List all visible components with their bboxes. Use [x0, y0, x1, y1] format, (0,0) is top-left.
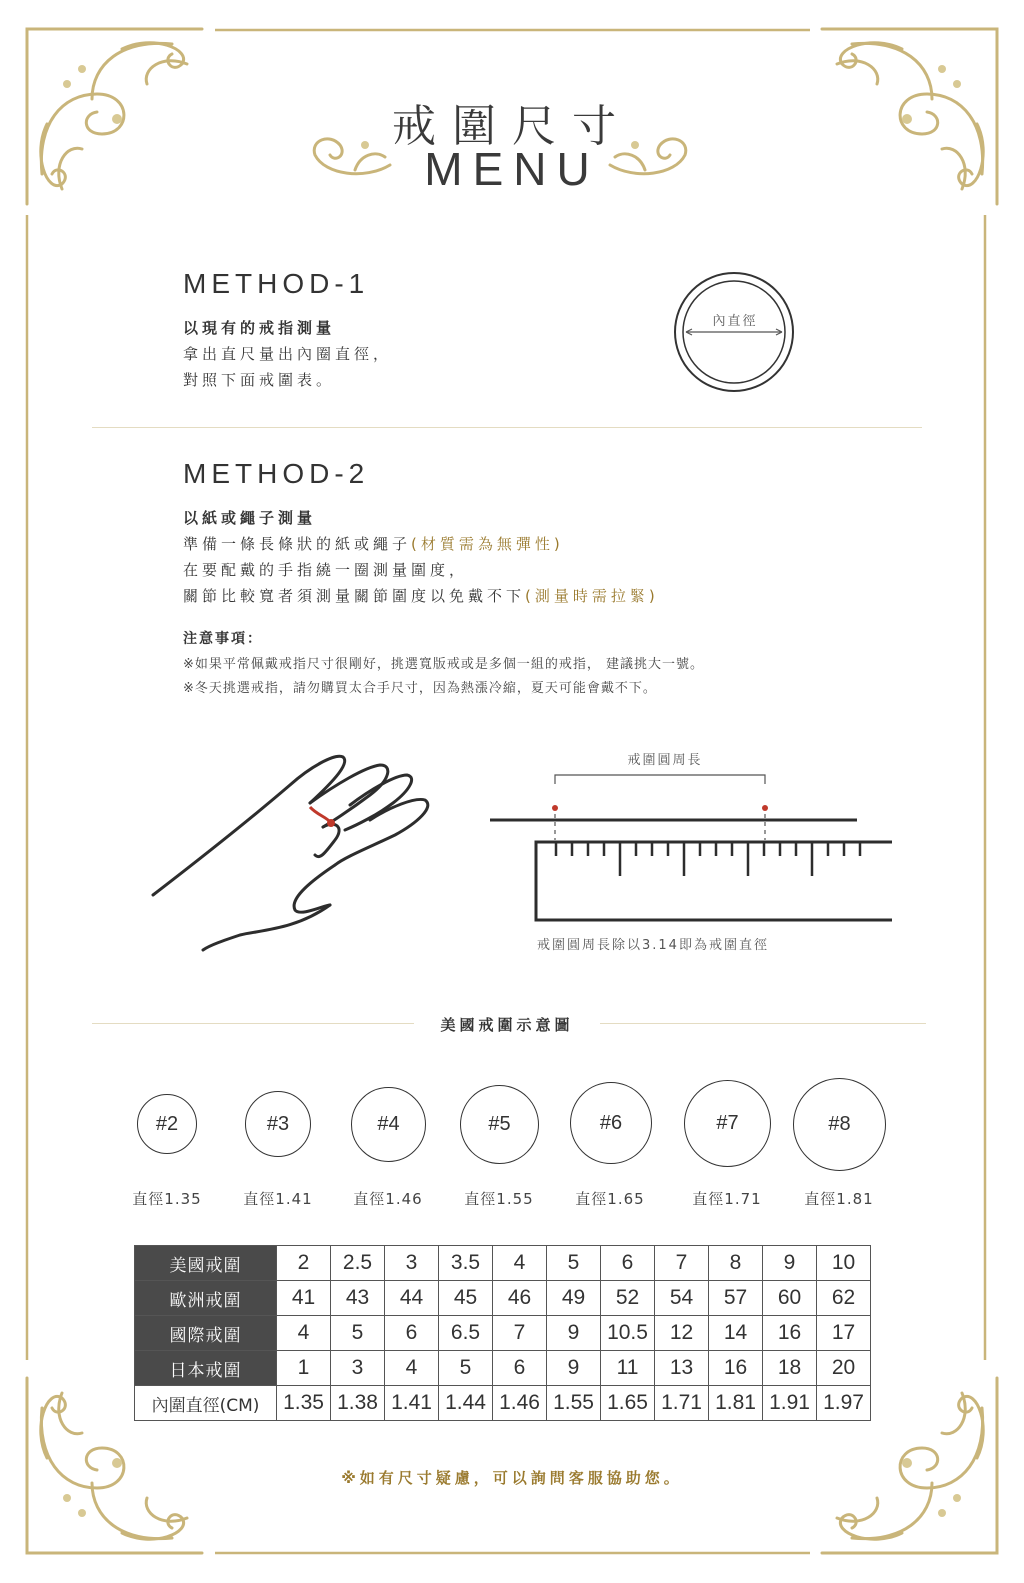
table-cell: 7 [655, 1246, 709, 1281]
table-cell: 1.38 [331, 1386, 385, 1421]
table-cell: 1.44 [439, 1386, 493, 1421]
table-cell: 1.71 [655, 1386, 709, 1421]
table-row-header: 日本戒圍 [135, 1351, 277, 1386]
table-cell: 6 [385, 1316, 439, 1351]
ring-size-7 [684, 1080, 771, 1167]
ring-size-3 [245, 1091, 311, 1157]
us-section-title: 美國戒圍示意圖 [440, 1016, 574, 1034]
table-cell: 6.5 [439, 1316, 493, 1351]
section-divider [92, 427, 922, 428]
circumference-label: 戒圍圓周長 [627, 753, 703, 768]
table-cell: 17 [817, 1316, 871, 1351]
table-cell: 9 [763, 1246, 817, 1281]
table-cell: 6 [493, 1351, 547, 1386]
table-cell: 1.46 [493, 1386, 547, 1421]
table-cell: 41 [277, 1281, 331, 1316]
table-cell: 3.5 [439, 1246, 493, 1281]
table-cell: 16 [763, 1316, 817, 1351]
method2-subtitle: 以紙或繩子測量 [183, 509, 317, 527]
ring-size-2-diameter: 直徑1.35 [132, 1190, 202, 1208]
table-row-header: 內圍直徑(CM) [135, 1386, 277, 1421]
method2-line-1-text: 準備一條長條狀的紙或繩子 [183, 535, 412, 553]
table-cell: 10 [817, 1246, 871, 1281]
page-title-zh: 戒圍尺寸 [392, 101, 632, 152]
inner-diameter-label: 內直徑 [712, 314, 758, 329]
ring-size-7-diameter: 直徑1.71 [692, 1190, 762, 1208]
table-cell: 9 [547, 1351, 601, 1386]
table-cell: 52 [601, 1281, 655, 1316]
table-cell: 60 [763, 1281, 817, 1316]
method2-line-1-highlight: (材質需為無彈性) [411, 535, 564, 553]
table-row-header: 歐洲戒圍 [135, 1281, 277, 1316]
ring-size-2 [137, 1094, 197, 1154]
table-cell: 9 [547, 1316, 601, 1351]
ring-size-4 [351, 1087, 426, 1162]
method2-line-1 [183, 533, 564, 554]
ring-size-3-diameter: 直徑1.41 [243, 1190, 313, 1208]
table-row-header: 國際戒圍 [135, 1316, 277, 1351]
table-row-header: 美國戒圍 [135, 1246, 277, 1281]
page-title-en: MENU [424, 143, 600, 195]
ring-size-4-label: #4 [377, 1113, 400, 1135]
us-section-divider-right [600, 1023, 926, 1024]
ring-size-4-diameter: 直徑1.46 [353, 1190, 423, 1208]
ring-size-8-diameter: 直徑1.81 [804, 1190, 874, 1208]
table-cell: 44 [385, 1281, 439, 1316]
ring-size-2-label: #2 [155, 1112, 179, 1135]
table-cell: 1.81 [709, 1386, 763, 1421]
table-cell: 54 [655, 1281, 709, 1316]
table-cell: 18 [763, 1351, 817, 1386]
table-cell: 3 [331, 1351, 385, 1386]
table-cell: 5 [547, 1246, 601, 1281]
table-cell: 8 [709, 1246, 763, 1281]
method2-line-2: 在要配戴的手指繞一圈測量圍度， [183, 561, 469, 579]
table-row [135, 1246, 871, 1281]
table-cell: 4 [277, 1316, 331, 1351]
table-cell: 45 [439, 1281, 493, 1316]
us-section-divider-left [92, 1023, 414, 1024]
method2-line-3-highlight: (測量時需拉緊) [525, 587, 659, 605]
method1-title: METHOD-1 [183, 268, 370, 299]
table-cell: 1.91 [763, 1386, 817, 1421]
table-row [135, 1351, 871, 1386]
inner-diameter-ring-diagram [670, 270, 800, 395]
ring-size-5 [460, 1085, 539, 1164]
table-cell: 1.35 [277, 1386, 331, 1421]
table-cell: 14 [709, 1316, 763, 1351]
table-cell: 6 [601, 1246, 655, 1281]
hand-illustration [145, 745, 445, 960]
table-cell: 11 [601, 1351, 655, 1386]
table-cell: 4 [385, 1351, 439, 1386]
method2-title: METHOD-2 [183, 458, 370, 489]
method1-line-1: 拿出直尺量出內圈直徑， [183, 345, 393, 363]
ring-size-6-diameter: 直徑1.65 [575, 1190, 645, 1208]
table-cell: 16 [709, 1351, 763, 1386]
table-cell: 1.97 [817, 1386, 871, 1421]
ring-size-6 [570, 1082, 652, 1164]
table-cell: 46 [493, 1281, 547, 1316]
table-cell: 5 [439, 1351, 493, 1386]
table-cell: 7 [493, 1316, 547, 1351]
ring-size-conversion-table [134, 1245, 871, 1421]
table-cell: 1.41 [385, 1386, 439, 1421]
method1-line-2: 對照下面戒圍表。 [183, 371, 336, 389]
table-cell: 10.5 [601, 1316, 655, 1351]
table-cell: 62 [817, 1281, 871, 1316]
notes-title: 注意事項： [183, 631, 263, 647]
table-row [135, 1386, 871, 1421]
table-cell: 57 [709, 1281, 763, 1316]
table-cell: 2.5 [331, 1246, 385, 1281]
ring-size-7-label: #7 [716, 1112, 739, 1134]
ring-size-5-label: #5 [488, 1113, 511, 1135]
table-cell: 1 [277, 1351, 331, 1386]
table-cell: 2 [277, 1246, 331, 1281]
table-cell: 4 [493, 1246, 547, 1281]
ring-size-6-label: #6 [599, 1111, 623, 1134]
ring-size-3-label: #3 [266, 1112, 290, 1135]
ring-size-8-label: #8 [828, 1113, 851, 1135]
table-cell: 1.55 [547, 1386, 601, 1421]
method2-line-3-text: 關節比較寬者須測量關節圍度以免戴不下 [183, 587, 526, 605]
ring-size-5-diameter: 直徑1.55 [464, 1190, 534, 1208]
method1-subtitle: 以現有的戒指測量 [183, 319, 336, 337]
table-cell: 5 [331, 1316, 385, 1351]
note-1: ※如果平常佩戴戒指尺寸很剛好，挑選寬版戒或是多個一組的戒指， 建議挑大一號。 [183, 657, 705, 672]
footer-note: ※如有尺寸疑慮，可以詢問客服協助您。 [341, 1469, 683, 1487]
table-cell: 3 [385, 1246, 439, 1281]
table-cell: 12 [655, 1316, 709, 1351]
table-row [135, 1281, 871, 1316]
table-row [135, 1316, 871, 1351]
table-cell: 20 [817, 1351, 871, 1386]
ruler-formula-label: 戒圍圓周長除以3.14即為戒圍直徑 [537, 938, 769, 953]
table-cell: 43 [331, 1281, 385, 1316]
method2-line-3 [183, 585, 659, 606]
table-cell: 13 [655, 1351, 709, 1386]
ring-size-8 [793, 1078, 886, 1171]
table-cell: 49 [547, 1281, 601, 1316]
note-2: ※冬天挑選戒指，請勿購買太合手尺寸，因為熱漲冷縮，夏天可能會戴不下。 [183, 681, 657, 696]
ruler-diagram [485, 770, 905, 930]
table-cell: 1.65 [601, 1386, 655, 1421]
